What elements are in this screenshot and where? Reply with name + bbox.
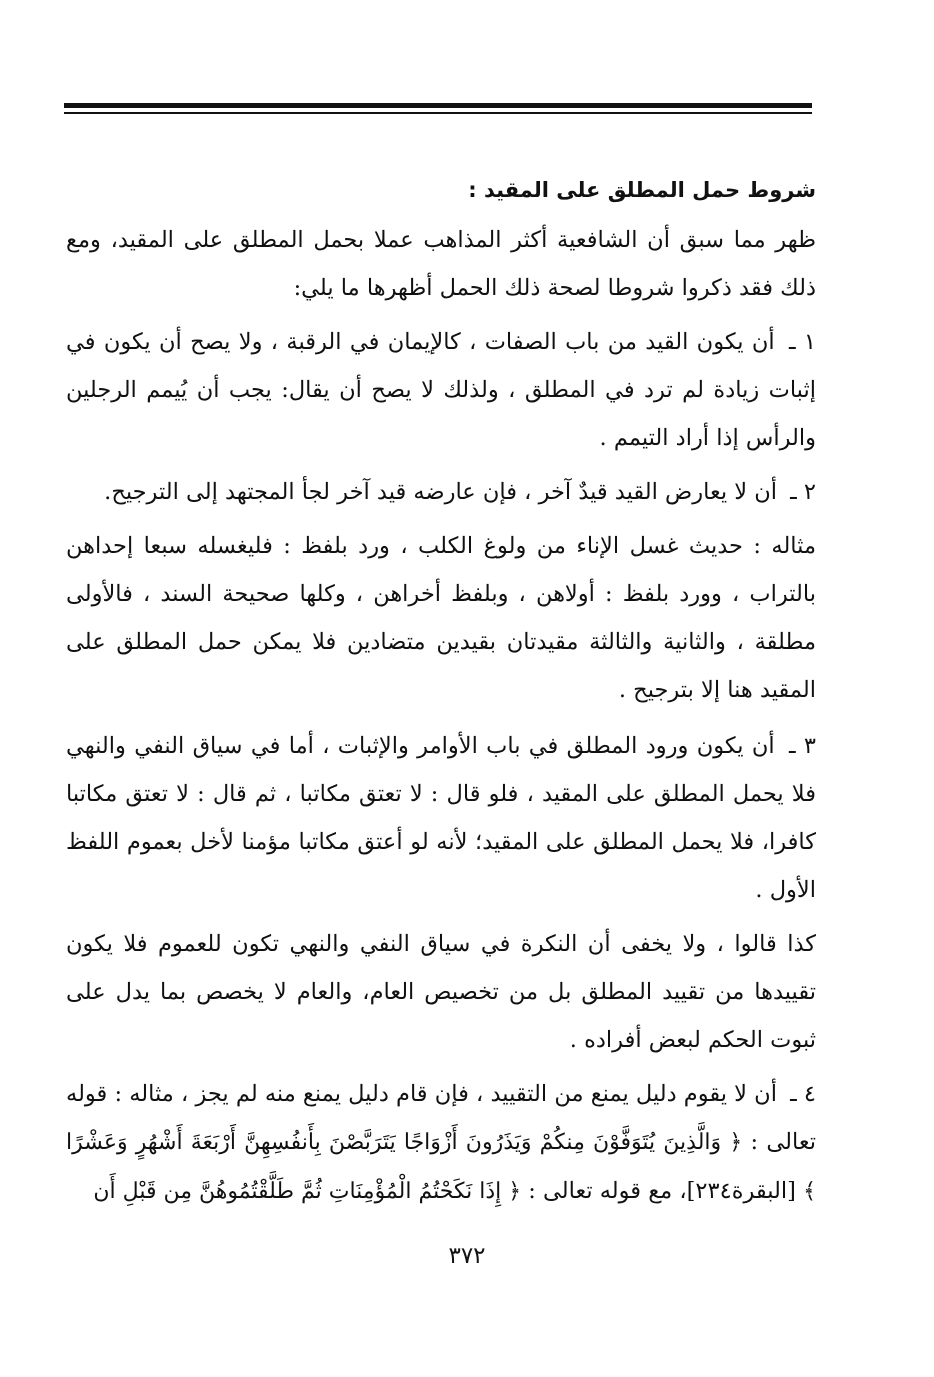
quran-verse-2: ﴿ إِذَا نَكَحْتُمُ الْمُؤْمِنَاتِ ثُمَّ طَلَّقْتُمُوهُنَّ مِن قَبْلِ أَن	[93, 1179, 522, 1204]
page-number: ٣٧٢	[448, 1243, 486, 1269]
condition-4	[66, 1070, 816, 1216]
condition-3-number: ٣ ـ	[788, 733, 817, 759]
header-rule-thick	[64, 103, 812, 108]
condition-4-number: ٤ ـ	[790, 1081, 817, 1107]
condition-3-text: أن يكون ورود المطلق في باب الأوامر والإثبات ، أما في سياق النفي والنهي فلا يحمل المطلق على المقيد ، فلو قال : لا تعتق مكاتبا ، ثم قال : لا تعتق مكاتبا كافرا، فلا يحمل المطلق على المقيد؛ لأنه لو أعتق مكاتبا مؤمنا لأخل بعموم اللفظ الأول .	[66, 733, 816, 903]
condition-2	[66, 468, 816, 516]
condition-2-example: مثاله : حديث غسل الإناء من ولوغ الكلب ، ورد بلفظ : فليغسله سبعا إحداهن بالتراب ، وورد بلفظ : أولاهن ، وبلفظ أخراهن ، وكلها صحيحة السند ، فالأولى مطلقة ، والثانية والثالثة مقيدتان بقيدين متضادين فلا يمكن حمل المطلق على المقيد هنا إلا بترجيح .	[66, 533, 816, 703]
section-heading: شروط حمل المطلق على المقيد :	[468, 178, 816, 202]
condition-4-text: أن لا يقوم دليل يمنع من التقييد ، فإن قام دليل يمنع منه لم يجز ، مثاله : قوله تعالى :	[66, 1081, 816, 1155]
condition-1-text: أن يكون القيد من باب الصفات ، كالإيمان في الرقبة ، ولا يصح أن يكون في إثبات زيادة لم ترد في المطلق ، ولذلك لا يصح أن يقال: يجب أن يُيمم الرجلين والرأس إذا أراد التيمم .	[66, 329, 816, 451]
header-rule-thin	[64, 112, 812, 114]
condition-2-number: ٢ ـ	[790, 479, 816, 505]
condition-1-number: ١ ـ	[788, 329, 816, 355]
condition-3	[66, 722, 816, 914]
condition-2-text: أن لا يعارض القيد قيدٌ آخر ، فإن عارضه قيد آخر لجأ المجتهد إلى الترجيح.	[104, 479, 777, 505]
verse-reference: [البقرة٢٣٤]، مع قوله تعالى :	[528, 1178, 796, 1204]
condition-1	[66, 318, 816, 462]
intro-paragraph: ظهر مما سبق أن الشافعية أكثر المذاهب عملا بحمل المطلق على المقيد، ومع ذلك فقد ذكروا شروطا لصحة ذلك الحمل أظهرها ما يلي:	[66, 227, 816, 301]
page-body	[66, 168, 816, 1222]
quran-verse-1: ﴿ وَالَّذِينَ يُتَوَفَّوْنَ مِنكُمْ وَيَذَرُونَ أَزْوَاجًا يَتَرَبَّصْنَ بِأَنفُسِهِنَّ أَرْبَعَةَ أَشْهُرٍ وَعَشْرًا ﴾	[66, 1130, 816, 1204]
condition-3-note: كذا قالوا ، ولا يخفى أن النكرة في سياق النفي والنهي تكون للعموم فلا يكون تقييدها من تقييد المطلق بل من تخصيص العام، والعام لا يخصص بما يدل على ثبوت الحكم لبعض أفراده .	[66, 931, 816, 1053]
